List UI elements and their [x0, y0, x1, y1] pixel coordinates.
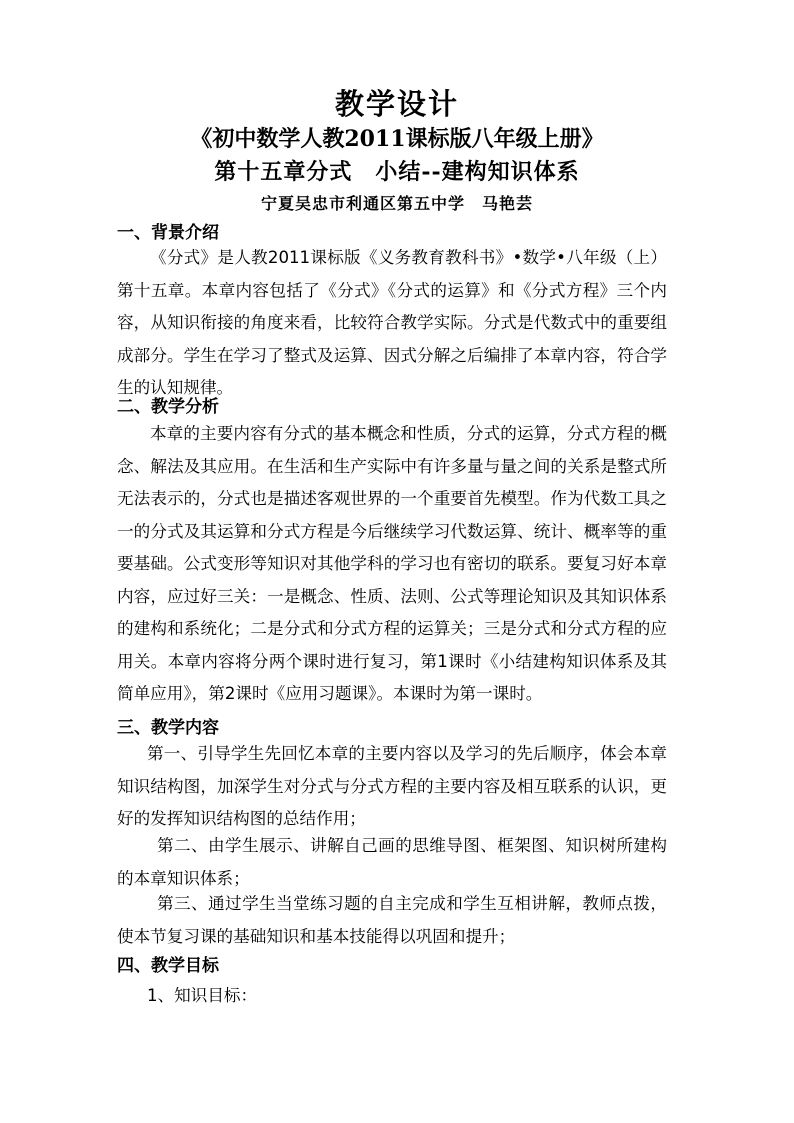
analysis-paragraph: 本章的主要内容有分式的基本概念和性质，分式的运算，分式方程的概念、解法及其应用。在生活和生产实际中有许多量与量之间的关系是整式所无法表示的，分式也是描述客观世界的一个重要首先模型。作为代数工具之一的分式及其运算和分式方程是今后继续学习代数运算、统计、概率等的重要基础。公式变形等知识对其他学科的学习也有密切的联系。要复习好本章内容，应过好三关：一是概念、性质、法则、公式等理论知识及其知识体系的建构和系统化；二是分式和分式方程的运算关；三是分式和分式方程的应用关。本章内容将分两个课时进行复习，第1课时《小结建构知识体系及其简单应用》，第2课时《应用习题课》。本课时为第一课时。 — [117, 424, 667, 703]
content-item-3: 第三、通过学生当堂练习题的自主完成和学生互相讲解，教师点拨，使本节复习课的基础知识和基本技能得以巩固和提升； — [117, 894, 667, 946]
background-paragraph: 《分式》是人教2011课标版《义务教育教科书》•数学•八年级（上）第十五章。本章内容包括了《分式》《分式的运算》和《分式方程》三个内容，从知识衔接的角度来看，比较符合教学实际。分式是代数式中的重要组成部分。学生在学习了整式及运算、因式分解之后编排了本章内容，符合学生的认知规律。 — [117, 248, 667, 397]
content-item-1: 第一、引导学生先回忆本章的主要内容以及学习的先后顺序，体会本章知识结构图，加深学生对分式与分式方程的主要内容及相互联系的认识，更好的发挥知识结构图的总结作用； — [117, 744, 667, 828]
chapter-title: 第十五章分式 小结--建构知识体系 — [214, 159, 580, 185]
section-heading-objectives: 四、教学目标 — [117, 956, 219, 976]
book-title: 《初中数学人教2011课标版八年级上册》 — [190, 126, 604, 152]
author-line: 宁夏吴忠市利通区第五中学 马艳芸 — [260, 194, 533, 213]
main-title: 教学设计 — [334, 87, 459, 121]
content-item-2: 第二、由学生展示、讲解自己画的思维导图、框架图、知识树所建构的本章知识体系； — [117, 836, 667, 888]
section-heading-background: 一、背景介绍 — [117, 223, 219, 243]
section-heading-analysis: 二、教学分析 — [117, 397, 219, 417]
section-heading-content: 三、教学内容 — [117, 718, 219, 738]
objective-item-1: 1、知识目标： — [147, 986, 258, 1005]
